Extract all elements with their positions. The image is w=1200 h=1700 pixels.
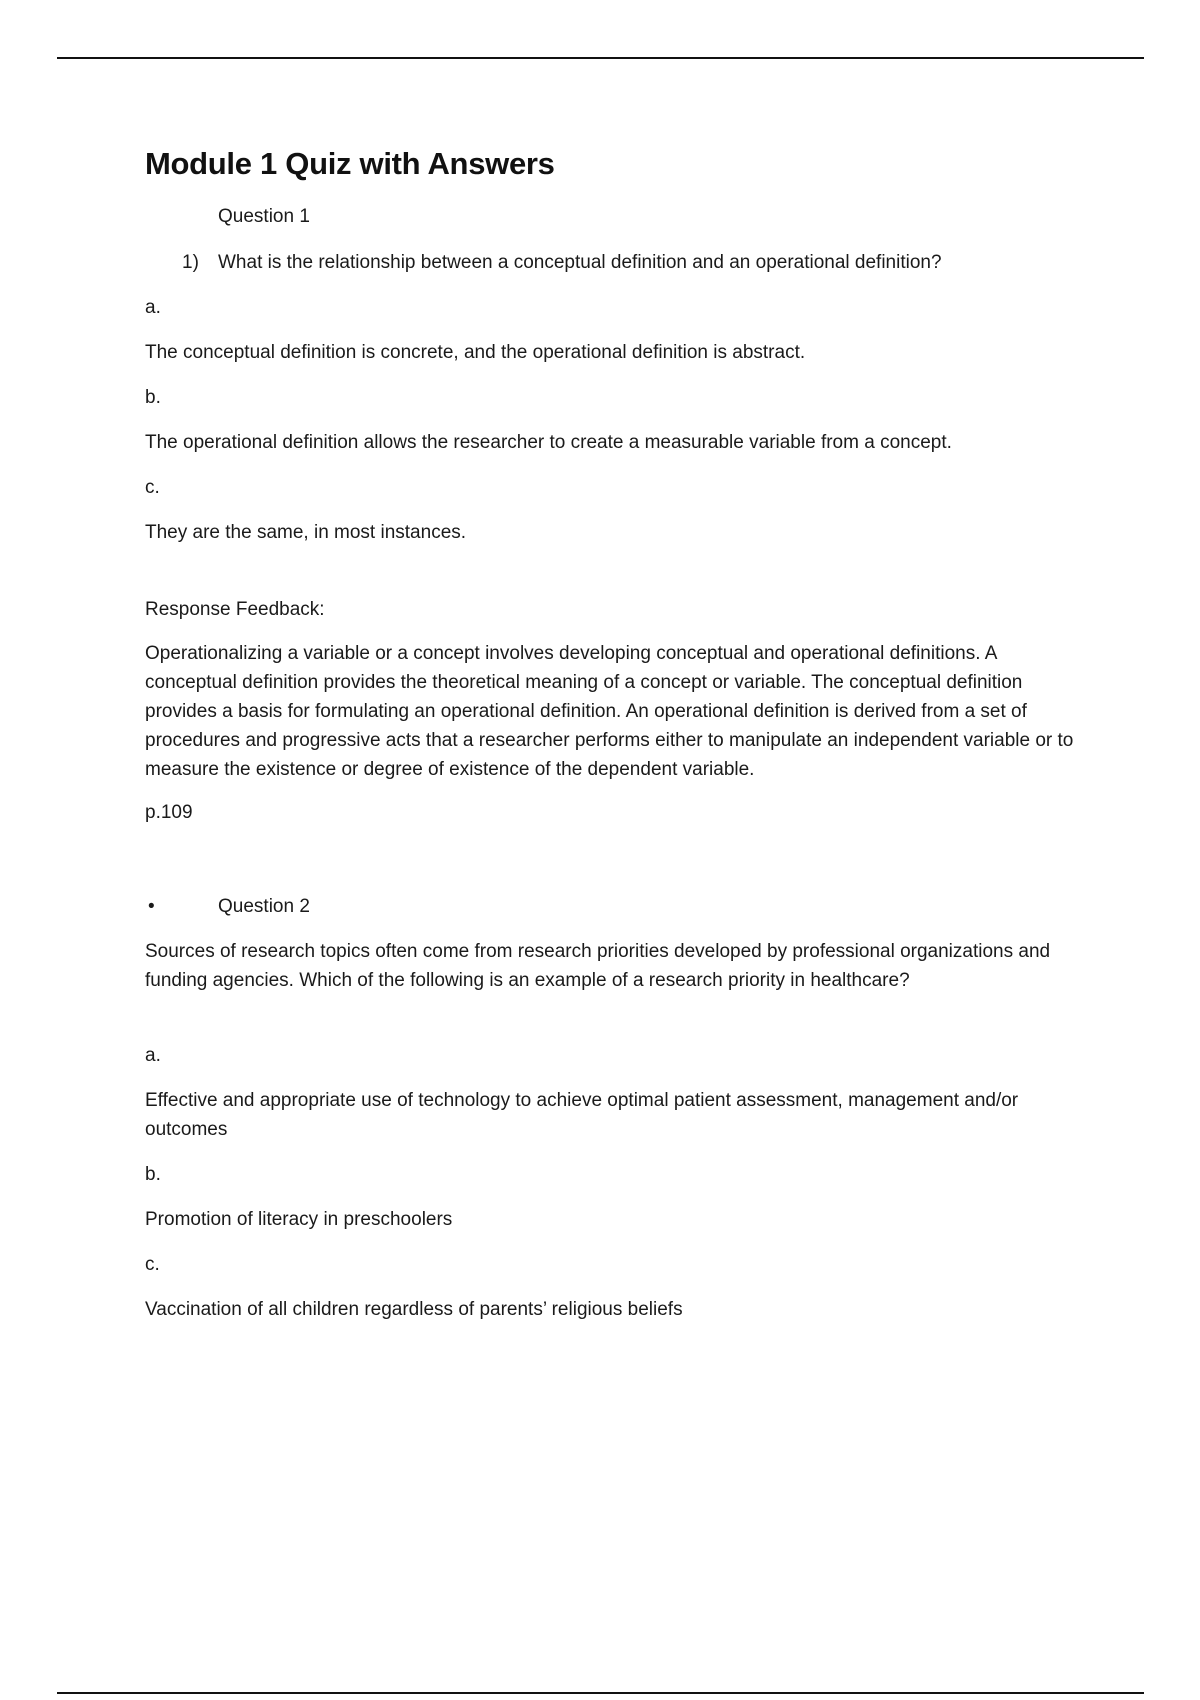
page-title: Module 1 Quiz with Answers	[145, 146, 555, 181]
q1-option-c-letter: c.	[145, 477, 160, 498]
q2-option-c-letter: c.	[145, 1254, 160, 1275]
page-reference: p.109	[145, 802, 193, 823]
question-1-prompt	[145, 248, 1080, 277]
q1-option-b-text: The operational definition allows the researcher to create a measurable variable from a concept.	[145, 432, 952, 453]
q1-option-b-letter: b.	[145, 387, 161, 408]
q2-option-c-text: Vaccination of all children regardless of parents’ religious beliefs	[145, 1299, 683, 1320]
question-2-text: Sources of research topics often come from research priorities developed by professional organizations and funding agencies. Which of the following is an example of a research priority in healthcare?	[145, 941, 1051, 991]
question-1-number: 1)	[182, 252, 199, 273]
response-feedback-label: Response Feedback:	[145, 599, 325, 620]
question-1-text: What is the relationship between a conceptual definition and an operational definition?	[218, 252, 942, 273]
q1-option-c-text: They are the same, in most instances.	[145, 522, 467, 543]
q2-option-b-letter: b.	[145, 1164, 161, 1185]
question-2-heading: Question 2	[218, 896, 310, 917]
response-feedback-text: Operationalizing a variable or a concept involves developing conceptual and operational definitions. A conceptual definition provides the theoretical meaning of a concept or variable. The conceptual definition provides a basis for formulating an operational definition. An operational definition is derived from a set of procedures and progressive acts that a researcher performs either to manipulate an independent variable or to measure the existence or degree of existence of the dependent variable.	[145, 643, 1074, 780]
question-1-heading: Question 1	[218, 206, 310, 227]
top-rule	[57, 57, 1144, 59]
bullet-icon: •	[148, 896, 155, 917]
question-2-heading-row	[145, 892, 1080, 921]
q1-option-a-letter: a.	[145, 297, 161, 318]
bottom-rule	[57, 1692, 1144, 1694]
document-body	[145, 146, 1080, 1340]
q2-option-a-letter: a.	[145, 1045, 161, 1066]
q1-option-a-text: The conceptual definition is concrete, and the operational definition is abstract.	[145, 342, 806, 363]
q2-option-b-text: Promotion of literacy in preschoolers	[145, 1209, 453, 1230]
q2-option-a-text: Effective and appropriate use of technology to achieve optimal patient assessment, management and/or outcomes	[145, 1090, 1019, 1140]
